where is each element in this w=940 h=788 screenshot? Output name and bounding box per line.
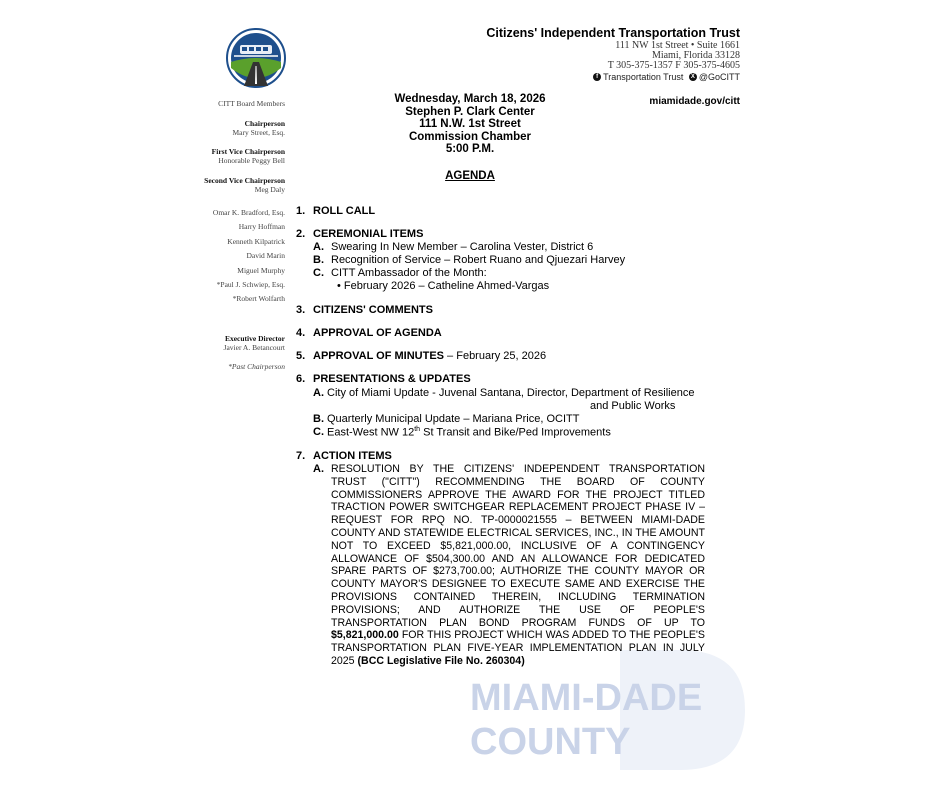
- address-line-1: 111 NW 1st Street • Suite 1661: [615, 40, 740, 51]
- section-roll-call: ROLL CALL: [313, 205, 376, 217]
- item-text-part: East-West NW 12: [327, 426, 415, 439]
- resolution-body-continued: FOR THIS PROJECT WHICH WAS ADDED TO THE PEOPLE'S TRANSPORTATION PLAN FIVE-YEAR IMPLEMENTATION PLAN IN JULY 2025: [331, 629, 705, 667]
- item-letter: A.: [313, 463, 324, 475]
- item-text-part: St Transit and Bike/Ped Improvements: [420, 426, 611, 439]
- social-links: [590, 72, 740, 82]
- item-text: [327, 426, 611, 439]
- exec-name: Javier A. Betancourt: [223, 343, 285, 352]
- past-chair-note: *Past Chairperson: [228, 362, 285, 371]
- second-vice-name: Meg Daly: [254, 185, 285, 194]
- item-text: Swearing In New Member – Carolina Vester, District 6: [331, 241, 594, 253]
- item-text: City of Miami Update - Juvenal Santana, Director, Department of Resilience: [327, 387, 695, 399]
- exec-title: Executive Director: [224, 334, 285, 343]
- member-name: Harry Hoffman: [238, 222, 285, 231]
- meeting-street: 111 N.W. 1st Street: [419, 118, 521, 130]
- section-approval-minutes: [313, 350, 546, 362]
- first-vice-title: First Vice Chairperson: [211, 147, 285, 156]
- section-title: APPROVAL OF MINUTES: [313, 350, 444, 362]
- section-action-items: ACTION ITEMS: [313, 450, 392, 462]
- meeting-room: Commission Chamber: [408, 130, 532, 143]
- phone-line: T 305-375-1357 F 305-375-4605: [607, 60, 740, 71]
- meeting-time: 5:00 P.M.: [445, 143, 495, 155]
- minutes-date: – February 25, 2026: [444, 350, 547, 362]
- item-number: 7.: [296, 450, 306, 462]
- item-letter: B.: [313, 254, 324, 266]
- item-letter: C.: [313, 267, 324, 279]
- resolution-body: RESOLUTION BY THE CITIZENS' INDEPENDENT TRANSPORTATION TRUST ("CITT") RECOMMENDING THE BOARD OF COUNTY COMMISSIONERS APPROVE THE AWARD FOR THE PROJECT TITLED TRACTION POWER SWITCHGEAR REPLACEMENT PROJECT PHASE IV – REQUEST FOR RPQ NO. TP-0000021555 – BETWEEN MIAMI-DADE COUNTY AND STATEWIDE ELECTRICAL SERVICES, INC., IN THE AMOUNT NOT TO EXCEED $5,821,000.00, INCLUSIVE OF A CONTINGENCY ALLOWANCE OF $504,300.00 AND AN ALLOWANCE FOR DEDICATED SPARE PARTS OF $273,700.00; AUTHORIZE THE COUNTY MAYOR OR COUNTY MAYOR'S DESIGNEE TO EXECUTE SAME AND EXERCISE THE PROVISIONS CONTAINED THEREIN, INCLUDING TERMINATION PROVISIONS; AND AUTHORIZE THE USE OF PEOPLE'S TRANSPORTATION PLAN BOND PROGRAM FUNDS OF UP TO: [331, 463, 705, 629]
- agenda-title: AGENDA: [445, 170, 495, 182]
- resolution-text: [331, 463, 705, 668]
- member-name: Omar K. Bradford, Esq.: [212, 208, 285, 217]
- meeting-header: [350, 93, 590, 156]
- x-handle[interactable]: @GoCITT: [698, 72, 740, 82]
- section-presentations: PRESENTATIONS & UPDATES: [313, 373, 471, 385]
- item-number: 2.: [296, 228, 306, 240]
- ordinal-suffix: th: [414, 426, 421, 433]
- address-line-2: Miami, Florida 33128: [651, 50, 740, 61]
- item-number: 4.: [296, 327, 306, 339]
- item-letter: B.: [313, 413, 324, 425]
- citt-logo: [226, 28, 286, 88]
- bullet-item: • February 2026 – Catheline Ahmed-Vargas: [337, 280, 550, 292]
- facebook-handle[interactable]: Transportation Trust: [603, 72, 684, 82]
- website-link[interactable]: miamidade.gov/citt: [649, 96, 740, 107]
- section-citizens-comments: CITIZENS' COMMENTS: [313, 304, 433, 316]
- section-ceremonial: CEREMONIAL ITEMS: [313, 228, 424, 240]
- chair-title: Chairperson: [244, 119, 285, 128]
- item-letter: C.: [313, 426, 324, 438]
- legislative-file-number: (BCC Legislative File No. 260304): [357, 654, 525, 667]
- watermark-line-2: COUNTY: [470, 721, 631, 763]
- member-name: Kenneth Kilpatrick: [227, 237, 285, 246]
- member-name: *Robert Wolfarth: [232, 294, 285, 303]
- item-text: CITT Ambassador of the Month:: [331, 267, 487, 279]
- item-text: Recognition of Service – Robert Ruano and Qjuezari Harvey: [331, 254, 626, 266]
- item-text: Quarterly Municipal Update – Mariana Price, OCITT: [327, 413, 580, 425]
- facebook-icon: f: [593, 73, 601, 81]
- member-name: Miguel Murphy: [237, 266, 285, 275]
- item-number: 5.: [296, 350, 306, 362]
- org-name: Citizens' Independent Transportation Trust: [486, 26, 740, 40]
- item-number: 1.: [296, 205, 306, 217]
- board-label: CITT Board Members: [218, 99, 285, 108]
- item-text-continued: and Public Works: [590, 400, 676, 412]
- resolution-amount: $5,821,000.00: [331, 629, 399, 642]
- section-approval-agenda: APPROVAL OF AGENDA: [313, 327, 442, 339]
- chair-name: Mary Street, Esq.: [232, 128, 285, 137]
- item-letter: A.: [313, 387, 324, 399]
- watermark-line-1: MIAMI-DADE: [470, 677, 703, 719]
- item-letter: A.: [313, 241, 324, 253]
- item-number: 6.: [296, 373, 306, 385]
- item-number: 3.: [296, 304, 306, 316]
- meeting-venue: Stephen P. Clark Center: [405, 105, 535, 118]
- member-name: *Paul J. Schwiep, Esq.: [216, 280, 285, 289]
- second-vice-title: Second Vice Chairperson: [204, 176, 285, 185]
- meeting-date: Wednesday, March 18, 2026: [394, 93, 546, 105]
- x-icon: X: [690, 74, 695, 81]
- first-vice-name: Honorable Peggy Bell: [218, 156, 285, 165]
- member-name: David Marin: [246, 251, 285, 260]
